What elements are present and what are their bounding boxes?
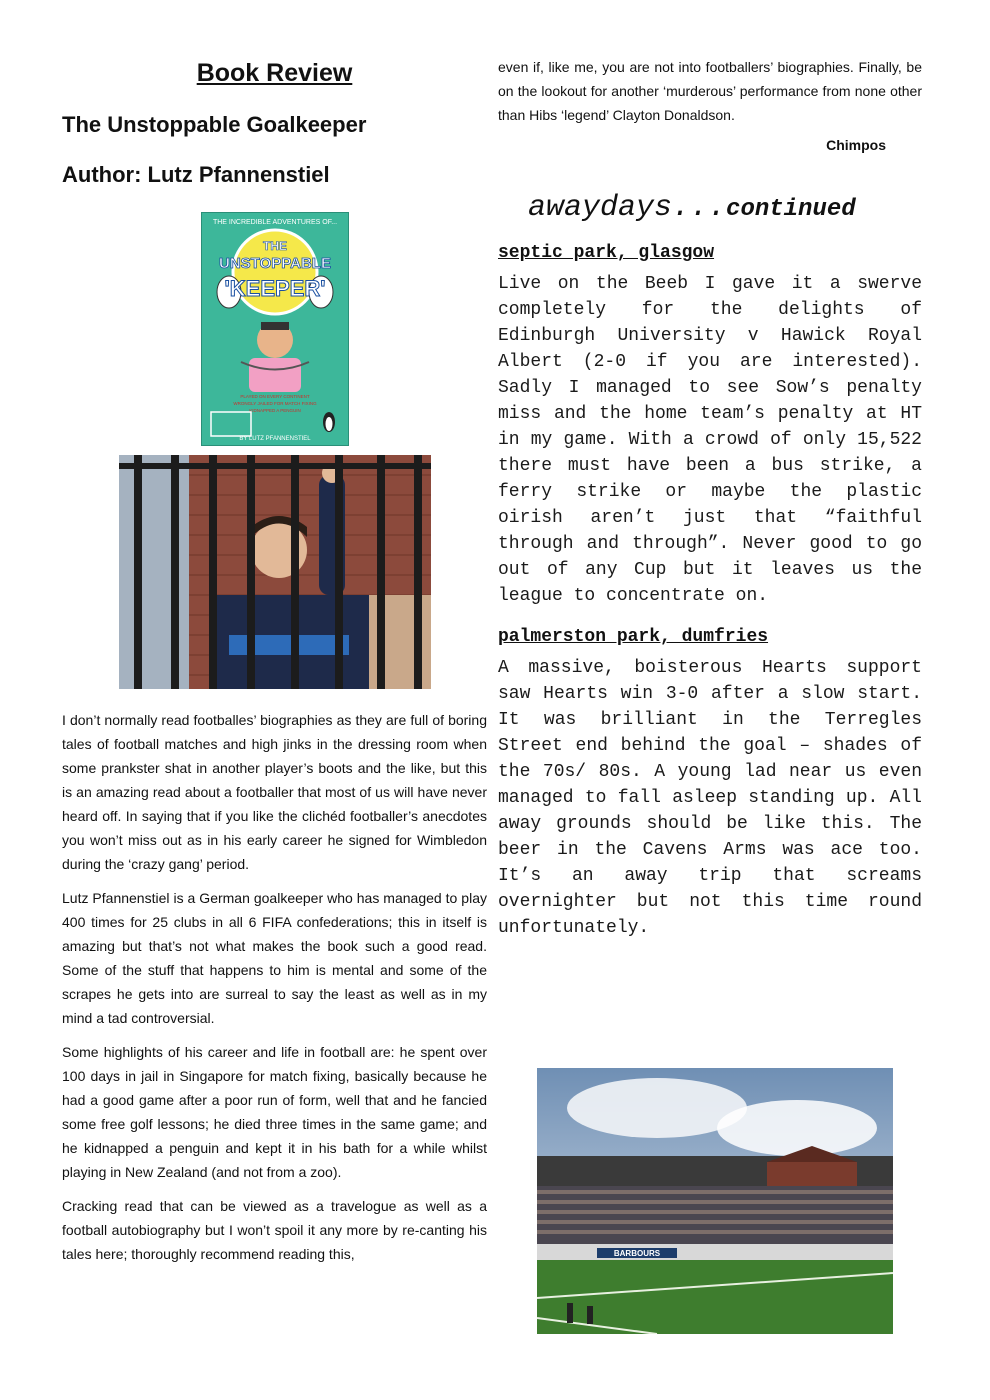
book-title: The Unstoppable Goalkeeper [62, 112, 367, 137]
review-continuation: even if, like me, you are not into footballers’ biographies. Finally, be on the lookout for another ‘murderous’ performance from none other than Hibs ‘legend’ Clayton Donaldson. [498, 59, 922, 123]
book-author: Author: Lutz Pfannenstiel [62, 162, 330, 187]
awaydays-heading [528, 191, 922, 225]
section-heading-palmerston-park: palmerston park, dumfries [498, 627, 769, 647]
awaydays-heading-main: awaydays... [528, 191, 727, 225]
awaydays-heading-sub: continued [726, 196, 856, 223]
stadium-photo [537, 1068, 893, 1334]
section-body-septic-park: Live on the Beeb I gave it a swerve completely for the delights of Edinburgh University v Hawick Royal Albert (2-0 if you are interested). Sadly I managed to see Sow’s penalty miss and the home team’s penalty at HT in my game. With a crowd of only 15,522 there must have been a bus strike, a ferry strike or maybe the plastic oirish aren’t just that “faithful through and through”. Never good to go out of any Cup but it leaves us the league to concentrate on. [498, 274, 922, 606]
book-review-column [62, 55, 487, 188]
cover-title-line1: THE [263, 239, 287, 253]
review-signature: Chimpos [826, 137, 886, 153]
cover-title-line3: 'KEEPER' [224, 276, 326, 301]
review-paragraph-2: Lutz Pfannenstiel is a German goalkeeper who has managed to play 400 times for 25 clubs in all 6 FIFA confederations; this in itself is amazing but that’s not what makes the book such a good read. Some of the stuff that happens to him is mental and some of the scrapes he gets into are surreal to say the least as well as in my mind a tad controversial. [62, 890, 487, 1026]
cover-byline: BY LUTZ PFANNENSTIEL [239, 436, 311, 442]
cover-subtitle-line2: WRONGLY JAILED FOR MATCH FIXING [233, 401, 317, 406]
review-paragraph-3: Some highlights of his career and life in football are: he spent over 100 days in jail in Singapore for match fixing, basically because he had a good game after a poor run of form, well that and he fancied some free golf lessons; he died three times in the same game; and he kidnapped a penguin and kept it in his bath for a while whilst playing in New Zealand (and not from a zoo). [62, 1044, 487, 1180]
cover-subtitle-line1: PLAYED ON EVERY CONTINENT [240, 394, 310, 399]
cover-subtitle-line3: KIDNAPPED A PENGUIN [249, 408, 301, 413]
review-paragraph-4: Cracking read that can be viewed as a travelogue as well as a football autobiography but I won’t spoil it any more by re-canting his tales here; thoroughly recommend reading this, [62, 1198, 487, 1262]
stadium-board-text: BARBOURS [613, 1249, 661, 1258]
review-heading: Book Review [196, 59, 353, 87]
section-heading-septic-park: septic park, glasgow [498, 243, 715, 263]
jail-bars-photo [119, 455, 431, 689]
section-body-palmerston-park: A massive, boisterous Hearts support saw Hearts win 3-0 after a slow start. It was brilliant in the Terregles Street end behind the goal – shades of the 70s/ 80s. A young lad near us even managed to fall asleep standing up. All away grounds should be like this. The beer in the Cavens Arms was ace too. It’s an away trip that screams overnighter but not this time round unfortunately. [498, 658, 922, 938]
review-body [62, 708, 487, 1266]
right-column [498, 55, 922, 941]
cover-tagline: THE INCREDIBLE ADVENTURES OF... [212, 219, 338, 226]
cover-title-line2: UNSTOPPABLE [219, 255, 331, 272]
review-paragraph-1: I don’t normally read footballes’ biographies as they are full of boring tales of football matches and high jinks in the dressing room when some prankster shat in another player’s boots and the like, but this is an amazing read about a footballer that most of us will have never heard off. In saying that if you like the clichéd footballer’s anecdotes you won’t miss out as in his early career he signed for Wimbledon during the ‘crazy gang’ period. [62, 712, 487, 872]
book-cover-image [201, 212, 349, 446]
